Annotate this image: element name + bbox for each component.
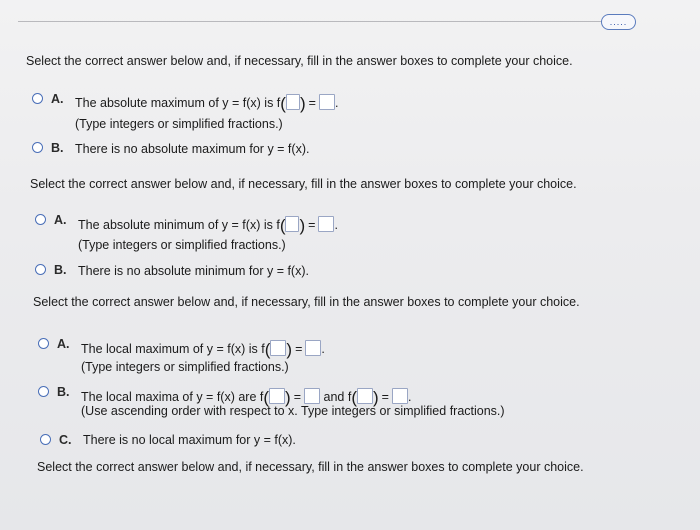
q2-option-a-letter: A. [54,213,67,227]
equals-sign: = [308,96,316,110]
q1-option-a-radio[interactable] [32,93,43,104]
equals-sign: = [308,218,316,232]
period: . [407,390,412,404]
q1-a-value-input[interactable] [319,94,335,110]
q3-a-x-input[interactable] [270,340,286,356]
q3-option-b-and-text: and f [323,390,352,404]
q3-option-b-letter: B. [57,385,70,399]
q1-option-a-letter: A. [51,92,64,106]
close-paren: ) [372,388,379,407]
period: . [321,342,325,356]
q2-option-a-text: The absolute minimum of y = f(x) is f [78,218,280,232]
q1-option-b-letter: B. [51,141,64,155]
open-paren: ( [264,340,271,359]
q3-option-b-radio[interactable] [38,386,49,397]
q3-option-a-line [81,340,325,360]
q3-a-value-input[interactable] [305,340,321,356]
q2-option-b-radio[interactable] [35,264,46,275]
close-paren: ) [299,94,306,113]
q1-option-b-text: There is no absolute maximum for y = f(x). [75,142,310,156]
open-paren: ( [263,388,270,407]
question-1-prompt: Select the correct answer below and, if necessary, fill in the answer boxes to complete your choice. [26,54,573,68]
period: . [334,96,339,110]
q3-option-b-note: (Use ascending order with respect to x. Type integers or simplified fractions.) [81,404,505,418]
q3-b-value2-input[interactable] [392,388,408,404]
question-3-prompt: Select the correct answer below and, if necessary, fill in the answer boxes to complete your choice. [33,295,580,309]
q2-option-a-radio[interactable] [35,214,46,225]
q1-option-a-line [75,94,338,114]
q1-option-a-text: The absolute maximum of y = f(x) is f [75,96,281,110]
close-paren: ) [299,216,306,235]
q3-b-x1-input[interactable] [269,388,285,404]
q2-a-value-input[interactable] [318,216,334,232]
question-4-prompt: Select the correct answer below and, if necessary, fill in the answer boxes to complete your choice. [37,460,584,474]
close-paren: ) [286,340,293,359]
q2-a-x-input[interactable] [285,216,299,232]
open-paren: ( [279,216,286,235]
open-paren: ( [280,94,286,113]
q3-option-c-text: There is no local maximum for y = f(x). [83,433,296,447]
q1-option-b-radio[interactable] [32,142,43,153]
more-options-button[interactable]: ..... [601,14,636,30]
open-paren: ( [351,388,357,407]
q3-option-a-letter: A. [57,337,70,351]
q3-option-c-letter: C. [59,433,72,447]
equals-sign: = [381,390,389,404]
q3-option-a-radio[interactable] [38,338,49,349]
q2-option-b-text: There is no absolute minimum for y = f(x). [78,264,309,278]
q2-option-b-letter: B. [54,263,67,277]
q3-b-value1-input[interactable] [304,388,320,404]
q3-option-a-text: The local maximum of y = f(x) is f [81,342,265,356]
q3-option-b-text: The local maxima of y = f(x) are f [81,390,264,404]
equals-sign: = [293,390,302,404]
q3-option-c-radio[interactable] [40,434,51,445]
q3-b-x2-input[interactable] [357,388,373,404]
close-paren: ) [285,388,291,407]
question-2-prompt: Select the correct answer below and, if necessary, fill in the answer boxes to complete your choice. [30,177,577,191]
q2-option-a-line [78,216,338,236]
equals-sign: = [295,342,303,356]
q1-option-a-note: (Type integers or simplified fractions.) [75,117,283,131]
q3-option-a-note: (Type integers or simplified fractions.) [81,360,289,374]
period: . [334,218,338,232]
q2-option-a-note: (Type integers or simplified fractions.) [78,238,286,252]
top-divider [18,21,623,22]
q1-a-x-input[interactable] [286,94,300,110]
